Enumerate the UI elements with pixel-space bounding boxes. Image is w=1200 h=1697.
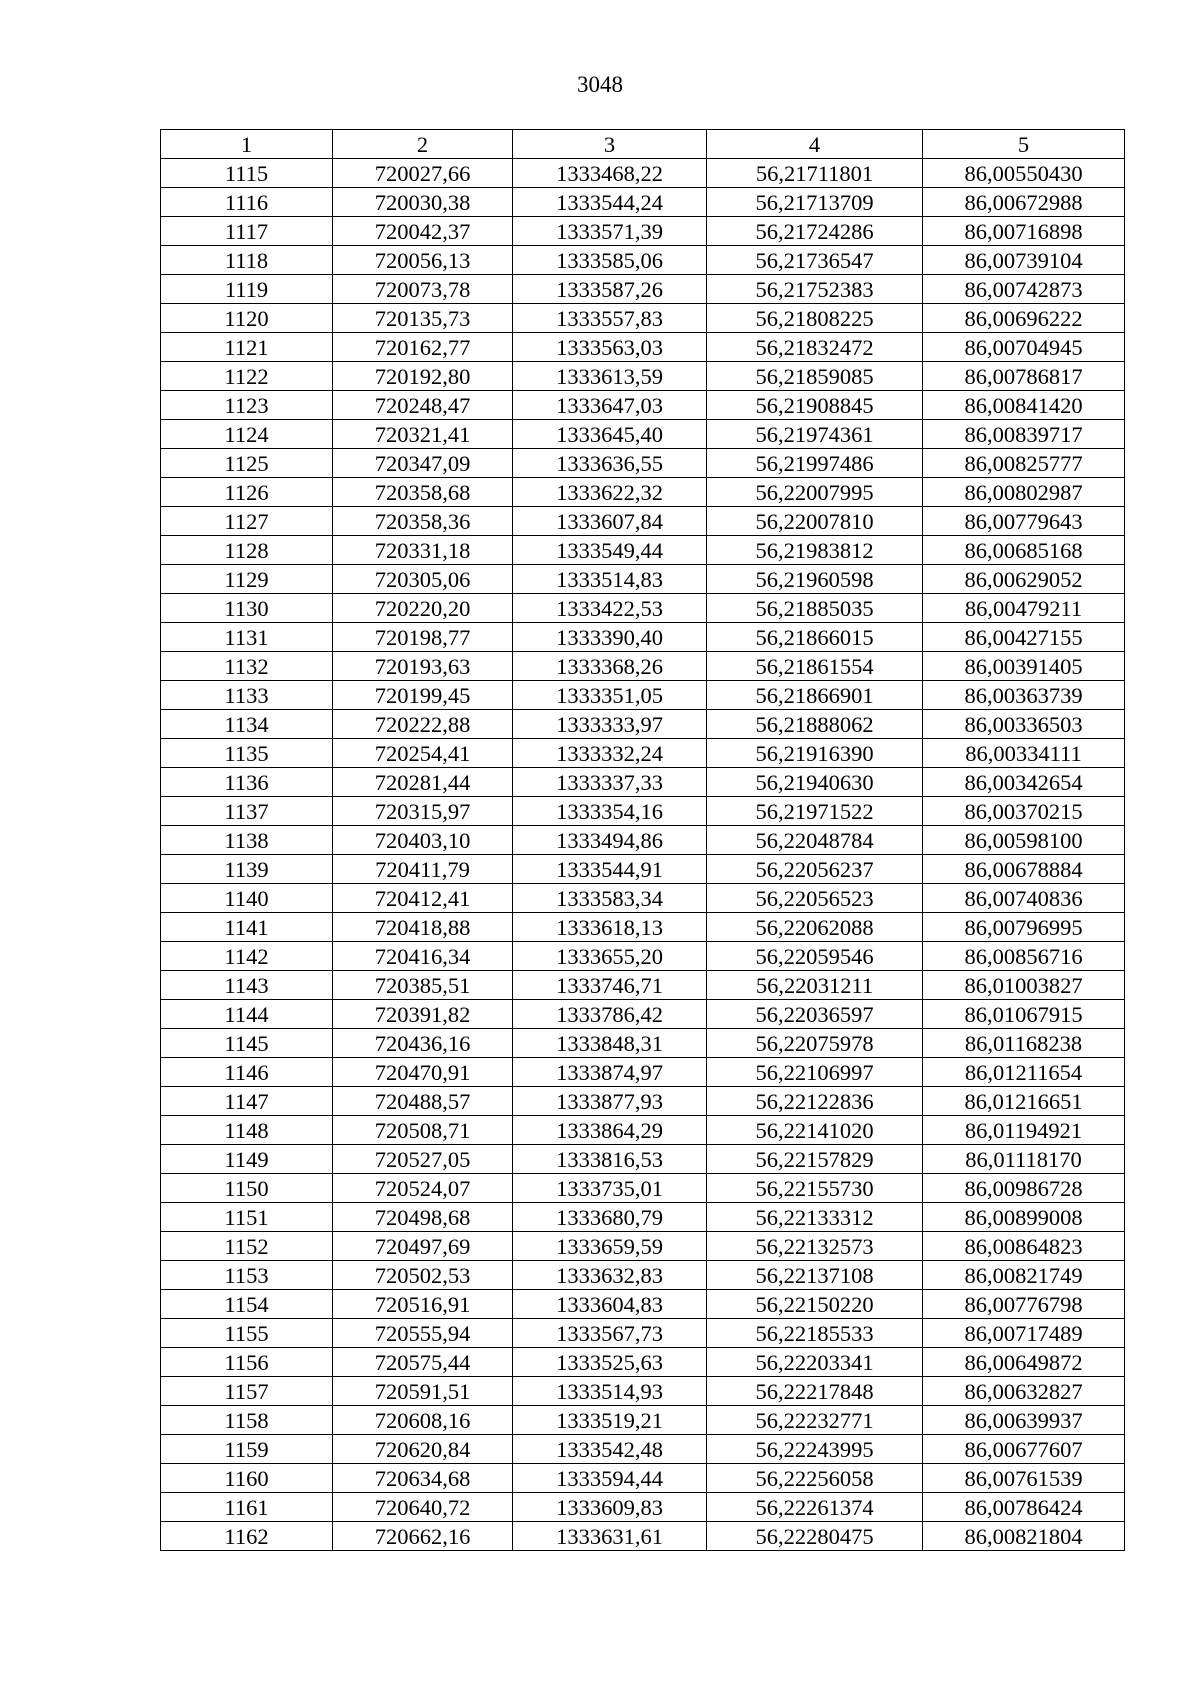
table-cell-col-2: 720315,97 bbox=[333, 797, 513, 826]
table-row bbox=[161, 159, 1125, 188]
table-row bbox=[161, 478, 1125, 507]
table-cell-col-5: 86,01003827 bbox=[923, 971, 1125, 1000]
table-row bbox=[161, 652, 1125, 681]
table-cell-col-1: 1141 bbox=[161, 913, 333, 942]
table-row bbox=[161, 1232, 1125, 1261]
table-cell-col-4: 56,21832472 bbox=[707, 333, 923, 362]
table-cell-col-2: 720385,51 bbox=[333, 971, 513, 1000]
table-cell-col-2: 720027,66 bbox=[333, 159, 513, 188]
table-cell-col-5: 86,01118170 bbox=[923, 1145, 1125, 1174]
table-cell-col-1: 1157 bbox=[161, 1377, 333, 1406]
table-cell-col-2: 720620,84 bbox=[333, 1435, 513, 1464]
table-cell-col-1: 1142 bbox=[161, 942, 333, 971]
table-row bbox=[161, 1348, 1125, 1377]
table-cell-col-2: 720220,20 bbox=[333, 594, 513, 623]
table-cell-col-5: 86,01168238 bbox=[923, 1029, 1125, 1058]
table-cell-col-3: 1333864,29 bbox=[513, 1116, 707, 1145]
table-cell-col-5: 86,00677607 bbox=[923, 1435, 1125, 1464]
table-cell-col-2: 720411,79 bbox=[333, 855, 513, 884]
table-cell-col-3: 1333544,24 bbox=[513, 188, 707, 217]
table-cell-col-1: 1129 bbox=[161, 565, 333, 594]
table-cell-col-3: 1333604,83 bbox=[513, 1290, 707, 1319]
table-cell-col-4: 56,22150220 bbox=[707, 1290, 923, 1319]
table-cell-col-2: 720591,51 bbox=[333, 1377, 513, 1406]
table-cell-col-2: 720608,16 bbox=[333, 1406, 513, 1435]
table-cell-col-2: 720347,09 bbox=[333, 449, 513, 478]
table-row bbox=[161, 449, 1125, 478]
table-cell-col-1: 1144 bbox=[161, 1000, 333, 1029]
table-cell-col-4: 56,22280475 bbox=[707, 1522, 923, 1551]
table-cell-col-1: 1152 bbox=[161, 1232, 333, 1261]
table-cell-col-1: 1135 bbox=[161, 739, 333, 768]
table-row bbox=[161, 942, 1125, 971]
table-cell-col-1: 1116 bbox=[161, 188, 333, 217]
table-cell-col-4: 56,21908845 bbox=[707, 391, 923, 420]
table-cell-col-2: 720073,78 bbox=[333, 275, 513, 304]
table-cell-col-1: 1130 bbox=[161, 594, 333, 623]
table-cell-col-4: 56,21885035 bbox=[707, 594, 923, 623]
table-cell-col-3: 1333571,39 bbox=[513, 217, 707, 246]
table-cell-col-4: 56,22243995 bbox=[707, 1435, 923, 1464]
table-cell-col-1: 1154 bbox=[161, 1290, 333, 1319]
table-row bbox=[161, 1029, 1125, 1058]
table-cell-col-4: 56,22256058 bbox=[707, 1464, 923, 1493]
table-cell-col-2: 720391,82 bbox=[333, 1000, 513, 1029]
table-cell-col-3: 1333351,05 bbox=[513, 681, 707, 710]
table-cell-col-1: 1137 bbox=[161, 797, 333, 826]
table-row bbox=[161, 768, 1125, 797]
table-row bbox=[161, 884, 1125, 913]
table-cell-col-2: 720403,10 bbox=[333, 826, 513, 855]
table-row bbox=[161, 971, 1125, 1000]
table-cell-col-3: 1333567,73 bbox=[513, 1319, 707, 1348]
table-row bbox=[161, 1522, 1125, 1551]
table-cell-col-1: 1124 bbox=[161, 420, 333, 449]
table-cell-col-2: 720516,91 bbox=[333, 1290, 513, 1319]
table-cell-col-2: 720555,94 bbox=[333, 1319, 513, 1348]
table-row bbox=[161, 623, 1125, 652]
table-cell-col-3: 1333848,31 bbox=[513, 1029, 707, 1058]
table-cell-col-2: 720358,36 bbox=[333, 507, 513, 536]
table-cell-col-4: 56,21866015 bbox=[707, 623, 923, 652]
table-row bbox=[161, 275, 1125, 304]
table-cell-col-5: 86,00986728 bbox=[923, 1174, 1125, 1203]
table-cell-col-3: 1333877,93 bbox=[513, 1087, 707, 1116]
table-cell-col-2: 720412,41 bbox=[333, 884, 513, 913]
table-cell-col-4: 56,22155730 bbox=[707, 1174, 923, 1203]
table-cell-col-4: 56,21859085 bbox=[707, 362, 923, 391]
table-cell-col-2: 720030,38 bbox=[333, 188, 513, 217]
table-cell-col-4: 56,21971522 bbox=[707, 797, 923, 826]
table-row bbox=[161, 1087, 1125, 1116]
table-cell-col-3: 1333587,26 bbox=[513, 275, 707, 304]
table-cell-col-4: 56,22007810 bbox=[707, 507, 923, 536]
table-cell-col-5: 86,00821804 bbox=[923, 1522, 1125, 1551]
table-cell-col-3: 1333636,55 bbox=[513, 449, 707, 478]
table-cell-col-2: 720470,91 bbox=[333, 1058, 513, 1087]
table-cell-col-5: 86,00796995 bbox=[923, 913, 1125, 942]
table-cell-col-2: 720222,88 bbox=[333, 710, 513, 739]
table-cell-col-5: 86,00427155 bbox=[923, 623, 1125, 652]
table-cell-col-5: 86,00864823 bbox=[923, 1232, 1125, 1261]
table-cell-col-3: 1333594,44 bbox=[513, 1464, 707, 1493]
table-cell-col-3: 1333542,48 bbox=[513, 1435, 707, 1464]
table-cell-col-4: 56,22036597 bbox=[707, 1000, 923, 1029]
table-cell-col-2: 720162,77 bbox=[333, 333, 513, 362]
table-cell-col-3: 1333585,06 bbox=[513, 246, 707, 275]
table-cell-col-1: 1139 bbox=[161, 855, 333, 884]
table-cell-col-5: 86,00825777 bbox=[923, 449, 1125, 478]
table-row bbox=[161, 1174, 1125, 1203]
table-header bbox=[161, 130, 1125, 159]
table-cell-col-1: 1115 bbox=[161, 159, 333, 188]
table-row bbox=[161, 710, 1125, 739]
table-cell-col-4: 56,22261374 bbox=[707, 1493, 923, 1522]
table-row bbox=[161, 681, 1125, 710]
table-body bbox=[161, 159, 1125, 1551]
table-cell-col-1: 1153 bbox=[161, 1261, 333, 1290]
table-cell-col-1: 1120 bbox=[161, 304, 333, 333]
table-row bbox=[161, 536, 1125, 565]
table-cell-col-5: 86,00841420 bbox=[923, 391, 1125, 420]
table-cell-col-4: 56,22185533 bbox=[707, 1319, 923, 1348]
table-cell-col-2: 720135,73 bbox=[333, 304, 513, 333]
table-row bbox=[161, 1058, 1125, 1087]
table-cell-col-1: 1138 bbox=[161, 826, 333, 855]
table-row bbox=[161, 913, 1125, 942]
table-cell-col-2: 720305,06 bbox=[333, 565, 513, 594]
table-cell-col-5: 86,00717489 bbox=[923, 1319, 1125, 1348]
table-row bbox=[161, 1145, 1125, 1174]
table-cell-col-4: 56,22217848 bbox=[707, 1377, 923, 1406]
table-cell-col-3: 1333659,59 bbox=[513, 1232, 707, 1261]
table-cell-col-1: 1143 bbox=[161, 971, 333, 1000]
table-cell-col-5: 86,00740836 bbox=[923, 884, 1125, 913]
table-cell-col-5: 86,00761539 bbox=[923, 1464, 1125, 1493]
table-cell-col-3: 1333468,22 bbox=[513, 159, 707, 188]
table-cell-col-1: 1125 bbox=[161, 449, 333, 478]
table-cell-col-5: 86,00802987 bbox=[923, 478, 1125, 507]
table-cell-col-3: 1333544,91 bbox=[513, 855, 707, 884]
table-cell-col-3: 1333680,79 bbox=[513, 1203, 707, 1232]
table-cell-col-1: 1126 bbox=[161, 478, 333, 507]
table-cell-col-4: 56,22056237 bbox=[707, 855, 923, 884]
table-cell-col-1: 1149 bbox=[161, 1145, 333, 1174]
table-cell-col-5: 86,01216651 bbox=[923, 1087, 1125, 1116]
table-cell-col-4: 56,22203341 bbox=[707, 1348, 923, 1377]
table-cell-col-3: 1333607,84 bbox=[513, 507, 707, 536]
table-cell-col-1: 1136 bbox=[161, 768, 333, 797]
table-cell-col-2: 720575,44 bbox=[333, 1348, 513, 1377]
table-row bbox=[161, 797, 1125, 826]
column-header-1: 1 bbox=[161, 130, 333, 159]
table-cell-col-1: 1148 bbox=[161, 1116, 333, 1145]
header-row bbox=[161, 130, 1125, 159]
table-cell-col-5: 86,00479211 bbox=[923, 594, 1125, 623]
table-cell-col-3: 1333333,97 bbox=[513, 710, 707, 739]
table-cell-col-5: 86,00363739 bbox=[923, 681, 1125, 710]
table-cell-col-3: 1333563,03 bbox=[513, 333, 707, 362]
table-cell-col-4: 56,21888062 bbox=[707, 710, 923, 739]
column-header-5: 5 bbox=[923, 130, 1125, 159]
table-cell-col-1: 1147 bbox=[161, 1087, 333, 1116]
table-cell-col-2: 720488,57 bbox=[333, 1087, 513, 1116]
table-cell-col-3: 1333613,59 bbox=[513, 362, 707, 391]
table-cell-col-3: 1333354,16 bbox=[513, 797, 707, 826]
table-cell-col-1: 1155 bbox=[161, 1319, 333, 1348]
table-cell-col-1: 1128 bbox=[161, 536, 333, 565]
column-header-3: 3 bbox=[513, 130, 707, 159]
table-cell-col-5: 86,00632827 bbox=[923, 1377, 1125, 1406]
table-cell-col-5: 86,00739104 bbox=[923, 246, 1125, 275]
table-cell-col-2: 720640,72 bbox=[333, 1493, 513, 1522]
table-cell-col-2: 720358,68 bbox=[333, 478, 513, 507]
table-cell-col-4: 56,22137108 bbox=[707, 1261, 923, 1290]
table-cell-col-5: 86,00629052 bbox=[923, 565, 1125, 594]
table-cell-col-5: 86,00742873 bbox=[923, 275, 1125, 304]
column-header-4: 4 bbox=[707, 130, 923, 159]
table-cell-col-5: 86,00639937 bbox=[923, 1406, 1125, 1435]
table-cell-col-5: 86,00776798 bbox=[923, 1290, 1125, 1319]
table-cell-col-3: 1333609,83 bbox=[513, 1493, 707, 1522]
table-cell-col-3: 1333557,83 bbox=[513, 304, 707, 333]
table-cell-col-2: 720199,45 bbox=[333, 681, 513, 710]
table-cell-col-5: 86,00786817 bbox=[923, 362, 1125, 391]
coordinates-table bbox=[160, 129, 1125, 1551]
table-cell-col-5: 86,00704945 bbox=[923, 333, 1125, 362]
table-cell-col-3: 1333816,53 bbox=[513, 1145, 707, 1174]
table-cell-col-5: 86,01194921 bbox=[923, 1116, 1125, 1145]
table-cell-col-3: 1333645,40 bbox=[513, 420, 707, 449]
table-cell-col-1: 1123 bbox=[161, 391, 333, 420]
table-cell-col-4: 56,21711801 bbox=[707, 159, 923, 188]
table-cell-col-3: 1333583,34 bbox=[513, 884, 707, 913]
table-row bbox=[161, 1116, 1125, 1145]
table-cell-col-4: 56,22007995 bbox=[707, 478, 923, 507]
table-cell-col-1: 1161 bbox=[161, 1493, 333, 1522]
table-cell-col-4: 56,22132573 bbox=[707, 1232, 923, 1261]
table-cell-col-5: 86,00391405 bbox=[923, 652, 1125, 681]
table-cell-col-3: 1333647,03 bbox=[513, 391, 707, 420]
table-row bbox=[161, 1203, 1125, 1232]
table-row bbox=[161, 855, 1125, 884]
table-cell-col-4: 56,21808225 bbox=[707, 304, 923, 333]
table-cell-col-4: 56,21752383 bbox=[707, 275, 923, 304]
table-cell-col-4: 56,22059546 bbox=[707, 942, 923, 971]
table-row bbox=[161, 362, 1125, 391]
table-cell-col-5: 86,00786424 bbox=[923, 1493, 1125, 1522]
table-cell-col-4: 56,22133312 bbox=[707, 1203, 923, 1232]
table-cell-col-2: 720436,16 bbox=[333, 1029, 513, 1058]
column-header-2: 2 bbox=[333, 130, 513, 159]
table-cell-col-1: 1121 bbox=[161, 333, 333, 362]
table-cell-col-3: 1333632,83 bbox=[513, 1261, 707, 1290]
table-cell-col-1: 1119 bbox=[161, 275, 333, 304]
table-row bbox=[161, 391, 1125, 420]
table-cell-col-4: 56,22075978 bbox=[707, 1029, 923, 1058]
table-cell-col-4: 56,22122836 bbox=[707, 1087, 923, 1116]
table-cell-col-5: 86,00334111 bbox=[923, 739, 1125, 768]
table-cell-col-1: 1132 bbox=[161, 652, 333, 681]
table-cell-col-4: 56,21940630 bbox=[707, 768, 923, 797]
table-cell-col-1: 1156 bbox=[161, 1348, 333, 1377]
table-row bbox=[161, 1464, 1125, 1493]
table-cell-col-2: 720042,37 bbox=[333, 217, 513, 246]
table-cell-col-4: 56,22056523 bbox=[707, 884, 923, 913]
table-cell-col-2: 720524,07 bbox=[333, 1174, 513, 1203]
table-cell-col-3: 1333519,21 bbox=[513, 1406, 707, 1435]
table-row bbox=[161, 507, 1125, 536]
table-cell-col-2: 720248,47 bbox=[333, 391, 513, 420]
table-row bbox=[161, 217, 1125, 246]
table-cell-col-4: 56,22106997 bbox=[707, 1058, 923, 1087]
table-cell-col-3: 1333332,24 bbox=[513, 739, 707, 768]
table-cell-col-2: 720192,80 bbox=[333, 362, 513, 391]
table-cell-col-3: 1333618,13 bbox=[513, 913, 707, 942]
table-cell-col-3: 1333422,53 bbox=[513, 594, 707, 623]
table-cell-col-5: 86,00821749 bbox=[923, 1261, 1125, 1290]
table-row bbox=[161, 826, 1125, 855]
table-cell-col-3: 1333525,63 bbox=[513, 1348, 707, 1377]
table-cell-col-2: 720527,05 bbox=[333, 1145, 513, 1174]
table-cell-col-3: 1333631,61 bbox=[513, 1522, 707, 1551]
table-cell-col-5: 86,00678884 bbox=[923, 855, 1125, 884]
table-row bbox=[161, 333, 1125, 362]
table-cell-col-5: 86,00598100 bbox=[923, 826, 1125, 855]
table-cell-col-5: 86,00856716 bbox=[923, 942, 1125, 971]
table-cell-col-4: 56,22062088 bbox=[707, 913, 923, 942]
table-cell-col-2: 720281,44 bbox=[333, 768, 513, 797]
table-cell-col-1: 1117 bbox=[161, 217, 333, 246]
table-cell-col-4: 56,21866901 bbox=[707, 681, 923, 710]
table-cell-col-4: 56,22141020 bbox=[707, 1116, 923, 1145]
table-row bbox=[161, 739, 1125, 768]
table-row bbox=[161, 1261, 1125, 1290]
table-cell-col-1: 1160 bbox=[161, 1464, 333, 1493]
table-row bbox=[161, 304, 1125, 333]
table-row bbox=[161, 594, 1125, 623]
table-cell-col-2: 720508,71 bbox=[333, 1116, 513, 1145]
table-cell-col-3: 1333390,40 bbox=[513, 623, 707, 652]
table-cell-col-4: 56,21974361 bbox=[707, 420, 923, 449]
table-cell-col-4: 56,21736547 bbox=[707, 246, 923, 275]
table-row bbox=[161, 565, 1125, 594]
table-row bbox=[161, 246, 1125, 275]
table-cell-col-1: 1133 bbox=[161, 681, 333, 710]
table-cell-col-4: 56,21960598 bbox=[707, 565, 923, 594]
table-cell-col-2: 720497,69 bbox=[333, 1232, 513, 1261]
table-cell-col-3: 1333549,44 bbox=[513, 536, 707, 565]
table-cell-col-4: 56,21724286 bbox=[707, 217, 923, 246]
table-cell-col-2: 720321,41 bbox=[333, 420, 513, 449]
table-cell-col-3: 1333368,26 bbox=[513, 652, 707, 681]
table-cell-col-4: 56,22048784 bbox=[707, 826, 923, 855]
table-cell-col-5: 86,00550430 bbox=[923, 159, 1125, 188]
table-cell-col-4: 56,21916390 bbox=[707, 739, 923, 768]
table-row bbox=[161, 1377, 1125, 1406]
table-cell-col-1: 1145 bbox=[161, 1029, 333, 1058]
table-cell-col-5: 86,00336503 bbox=[923, 710, 1125, 739]
table-cell-col-1: 1158 bbox=[161, 1406, 333, 1435]
table-cell-col-2: 720198,77 bbox=[333, 623, 513, 652]
table-row bbox=[161, 420, 1125, 449]
table-cell-col-3: 1333514,83 bbox=[513, 565, 707, 594]
table-row bbox=[161, 1000, 1125, 1029]
table-cell-col-1: 1146 bbox=[161, 1058, 333, 1087]
table-cell-col-4: 56,21997486 bbox=[707, 449, 923, 478]
table-cell-col-4: 56,22232771 bbox=[707, 1406, 923, 1435]
table-cell-col-5: 86,00370215 bbox=[923, 797, 1125, 826]
table-cell-col-4: 56,22031211 bbox=[707, 971, 923, 1000]
table-cell-col-1: 1162 bbox=[161, 1522, 333, 1551]
table-cell-col-4: 56,21861554 bbox=[707, 652, 923, 681]
table-cell-col-5: 86,01067915 bbox=[923, 1000, 1125, 1029]
table-cell-col-5: 86,00839717 bbox=[923, 420, 1125, 449]
table-cell-col-2: 720502,53 bbox=[333, 1261, 513, 1290]
table-cell-col-3: 1333337,33 bbox=[513, 768, 707, 797]
table-row bbox=[161, 1435, 1125, 1464]
table-cell-col-5: 86,00716898 bbox=[923, 217, 1125, 246]
table-cell-col-2: 720193,63 bbox=[333, 652, 513, 681]
table-cell-col-1: 1131 bbox=[161, 623, 333, 652]
table-cell-col-5: 86,00342654 bbox=[923, 768, 1125, 797]
table-cell-col-2: 720331,18 bbox=[333, 536, 513, 565]
table-cell-col-1: 1140 bbox=[161, 884, 333, 913]
table-cell-col-1: 1134 bbox=[161, 710, 333, 739]
table-cell-col-3: 1333494,86 bbox=[513, 826, 707, 855]
table-cell-col-2: 720498,68 bbox=[333, 1203, 513, 1232]
table-cell-col-1: 1150 bbox=[161, 1174, 333, 1203]
table-cell-col-5: 86,00685168 bbox=[923, 536, 1125, 565]
table-cell-col-2: 720254,41 bbox=[333, 739, 513, 768]
table-cell-col-3: 1333655,20 bbox=[513, 942, 707, 971]
table-cell-col-1: 1122 bbox=[161, 362, 333, 391]
table-cell-col-5: 86,00649872 bbox=[923, 1348, 1125, 1377]
table-row bbox=[161, 1406, 1125, 1435]
table-cell-col-5: 86,00672988 bbox=[923, 188, 1125, 217]
table-cell-col-5: 86,00779643 bbox=[923, 507, 1125, 536]
table-row bbox=[161, 1493, 1125, 1522]
table-cell-col-3: 1333746,71 bbox=[513, 971, 707, 1000]
table-row bbox=[161, 1290, 1125, 1319]
table-cell-col-1: 1151 bbox=[161, 1203, 333, 1232]
table-cell-col-4: 56,21983812 bbox=[707, 536, 923, 565]
table-cell-col-3: 1333622,32 bbox=[513, 478, 707, 507]
table-cell-col-5: 86,00696222 bbox=[923, 304, 1125, 333]
table-cell-col-4: 56,21713709 bbox=[707, 188, 923, 217]
table-cell-col-1: 1118 bbox=[161, 246, 333, 275]
table-row bbox=[161, 1319, 1125, 1348]
table-cell-col-2: 720662,16 bbox=[333, 1522, 513, 1551]
table-cell-col-1: 1127 bbox=[161, 507, 333, 536]
table-cell-col-2: 720634,68 bbox=[333, 1464, 513, 1493]
table-cell-col-5: 86,01211654 bbox=[923, 1058, 1125, 1087]
table-cell-col-3: 1333514,93 bbox=[513, 1377, 707, 1406]
table-cell-col-2: 720416,34 bbox=[333, 942, 513, 971]
table-cell-col-3: 1333786,42 bbox=[513, 1000, 707, 1029]
table-cell-col-1: 1159 bbox=[161, 1435, 333, 1464]
table-cell-col-3: 1333874,97 bbox=[513, 1058, 707, 1087]
table-cell-col-5: 86,00899008 bbox=[923, 1203, 1125, 1232]
table-cell-col-4: 56,22157829 bbox=[707, 1145, 923, 1174]
table-row bbox=[161, 188, 1125, 217]
table-cell-col-2: 720056,13 bbox=[333, 246, 513, 275]
table-cell-col-2: 720418,88 bbox=[333, 913, 513, 942]
page-number: 3048 bbox=[577, 72, 623, 97]
table-cell-col-3: 1333735,01 bbox=[513, 1174, 707, 1203]
